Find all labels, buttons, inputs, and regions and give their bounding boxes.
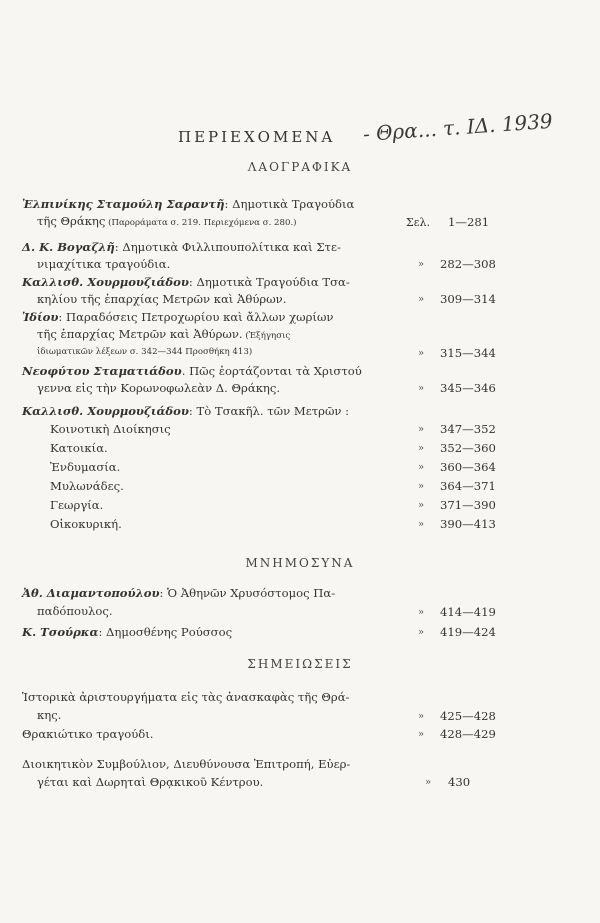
- ditto-mark: »: [418, 462, 425, 473]
- page-range: 425—428: [440, 709, 496, 723]
- ditto-mark: »: [418, 500, 425, 511]
- section-heading-mnimosyna: ΜΝΗΜΟΣΥΝΑ: [245, 556, 355, 570]
- entry-title: Θρακιώτικο τραγούδι.: [22, 727, 154, 741]
- page-range: 1—281: [448, 215, 490, 229]
- entry-author: Δ. Κ. Βογαζλῆ: [22, 240, 115, 254]
- entry-line: [22, 625, 232, 639]
- page-range: 347—352: [440, 422, 496, 436]
- subentry-title: Γεωργία.: [50, 498, 104, 512]
- entry-line: [22, 690, 349, 704]
- entry-line: [37, 708, 61, 722]
- ditto-mark: »: [418, 711, 425, 722]
- ditto-mark: »: [418, 627, 425, 638]
- entry-title: : Δημοτικὰ Φιλλιπουπολίτικα καὶ Στε-: [114, 240, 341, 254]
- entry-line: [22, 310, 333, 324]
- page-range: 364—371: [440, 479, 496, 493]
- page-range: 360—364: [440, 460, 496, 474]
- entry-title: κηλίου τῆς ἐπαρχίας Μετρῶν καὶ Ἀθύρων.: [37, 292, 287, 306]
- ditto-mark: »: [418, 607, 425, 618]
- entry-author: Νεοφύτου Σταματιάδου: [22, 364, 182, 378]
- entry-title: Ἱστορικὰ ἀριστουργήματα εἰς τὰς ἀνασκαφὰς τῆς Θρά-: [22, 690, 350, 704]
- ditto-mark: »: [418, 383, 425, 394]
- subentry-title: Οἰκοκυρική.: [50, 517, 122, 531]
- entry-title: : Δημοσθένης Ρούσσος: [98, 625, 233, 639]
- ditto-mark: »: [418, 443, 425, 454]
- entry-title: τῆς ἐπαρχίας Μετρῶν καὶ Ἀθύρων.: [37, 327, 243, 341]
- entry-title: γέται καὶ Δωρηταὶ Θρᾳκικοῦ Κέντρου.: [37, 775, 264, 789]
- ditto-mark: »: [418, 259, 425, 270]
- page-range: 315—344: [440, 346, 496, 360]
- entry-title: νιμαχίτικα τραγούδια.: [37, 257, 171, 271]
- section-heading-laografika: ΛΑΟΓΡΑΦΙΚΑ: [247, 160, 353, 174]
- entry-title: : Δημοτικὰ Τραγούδια Τσα-: [188, 275, 350, 289]
- subentry-title: Ἐνδυμασία.: [50, 460, 121, 474]
- section-heading-simeioseis: ΣΗΜΕΙΩΣΕΙΣ: [247, 657, 353, 671]
- ditto-mark: »: [425, 777, 432, 788]
- page-range: 414—419: [440, 605, 496, 619]
- entry-note: (Ἐξήγησις: [242, 331, 291, 341]
- entry-line: [22, 275, 350, 289]
- entry-title: κης.: [37, 708, 62, 722]
- subentry-title: Μυλωνάδες.: [50, 479, 124, 493]
- entry-title: παδόπουλος.: [37, 604, 113, 618]
- ditto-mark: »: [418, 424, 425, 435]
- entry-line: [22, 240, 341, 254]
- entry-title: : Τὸ Τσακῆλ. τῶν Μετρῶν :: [188, 404, 350, 418]
- entry-title: Διοικητικὸν Συμβούλιον, Διευθύνουσα Ἐπιτροπή, Εὐερ-: [22, 757, 351, 771]
- entry-note: (Παροράματα σ. 219. Περιεχόμενα σ. 280.): [105, 218, 297, 228]
- entry-line: [22, 757, 350, 771]
- entry-title: : Δημοτικὰ Τραγούδια: [224, 197, 355, 211]
- entry-line: [37, 327, 290, 343]
- entry-line: [37, 775, 263, 789]
- page-range: 430: [448, 775, 471, 789]
- page-range: 352—360: [440, 441, 496, 455]
- subentry-title: Κατοικία.: [50, 441, 108, 455]
- page-range: 345—346: [440, 381, 496, 395]
- entry-author: Ἰδίου: [22, 310, 59, 324]
- entry-author: Καλλισθ. Χουρμουζιάδου: [22, 404, 189, 418]
- page-range: 309—314: [440, 292, 496, 306]
- ditto-mark: »: [418, 348, 425, 359]
- entry-line: [37, 257, 170, 271]
- page-range: 419—424: [440, 625, 496, 639]
- entry-author: Ἐλπινίκης Σταμούλη Σαραντῆ: [22, 197, 225, 211]
- entry-title: τῆς Θράκης: [37, 214, 106, 228]
- ditto-mark: »: [418, 729, 425, 740]
- entry-title: . Πῶς ἑορτάζονται τὰ Χριστού: [181, 364, 362, 378]
- entry-note: ἰδιωματικῶν λέξεων σ. 342—344 Προσθήκη 413): [37, 347, 253, 357]
- entry-line: [37, 381, 280, 395]
- handwritten-annotation: - Θρα... τ. ΙΔ. 1939: [362, 108, 554, 146]
- ditto-mark: »: [418, 481, 425, 492]
- entry-author: Καλλισθ. Χουρμουζιάδου: [22, 275, 189, 289]
- ditto-mark: »: [418, 294, 425, 305]
- entry-line: [37, 604, 113, 618]
- entry-line: [37, 292, 286, 306]
- page-range: 282—308: [440, 257, 496, 271]
- entry-line: [22, 586, 335, 600]
- entry-line: [22, 197, 354, 211]
- subentry-title: Κοινοτικὴ Διοίκησις: [50, 422, 171, 436]
- entry-author: Ἀθ. Διαμαντοπούλου: [22, 586, 160, 600]
- page-title: ΠΕΡΙΕΧΟΜΕΝΑ: [178, 128, 336, 146]
- entry-line: [22, 364, 362, 378]
- entry-title: : Ὁ Ἀθηνῶν Χρυσόστομος Πα-: [159, 586, 336, 600]
- entry-line: [22, 727, 154, 741]
- entry-title: : Παραδόσεις Πετροχωρίου καὶ ἄλλων χωρίων: [58, 310, 334, 324]
- page-label: Σελ.: [406, 216, 430, 229]
- ditto-mark: »: [418, 519, 425, 530]
- page-range: 428—429: [440, 727, 496, 741]
- page-range: 371—390: [440, 498, 496, 512]
- page-range: 390—413: [440, 517, 496, 531]
- entry-line: [22, 404, 349, 418]
- entry-title: γεννα εἰς τὴν Κορωνοφωλεὰν Δ. Θράκης.: [37, 381, 281, 395]
- entry-line: [37, 214, 297, 230]
- entry-author: Κ. Τσούρκα: [22, 625, 99, 639]
